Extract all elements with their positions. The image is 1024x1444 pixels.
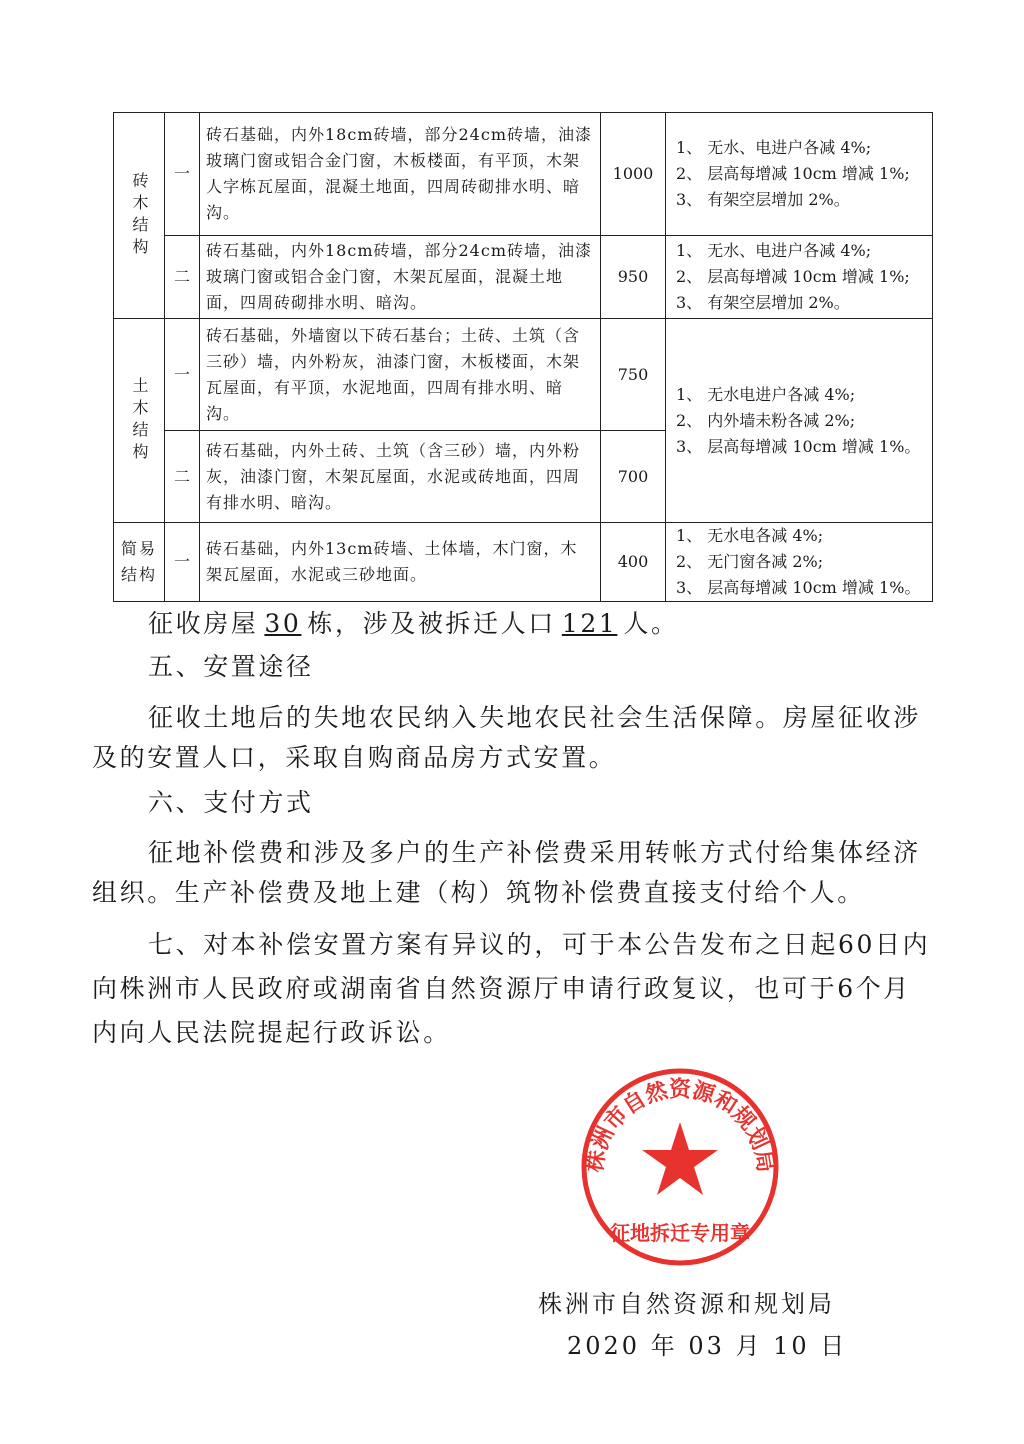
description-cell: 砖石基础，内外13cm砖墙、土体墙，木门窗，木架瓦屋面，水泥或三砂地面。	[200, 523, 601, 602]
note-line: 1、 无水、电进户各减 4%;	[676, 241, 872, 260]
note-line: 2、 无门窗各减 2%;	[676, 552, 824, 571]
description-cell: 砖石基础，内外18cm砖墙，部分24cm砖墙，油漆玻璃门窗或铝合金门窗，木架瓦屋面，混凝土地面，四周砖砌排水明、暗沟。	[200, 236, 601, 319]
table-row	[114, 523, 933, 602]
category-cell: 简易结构	[114, 523, 165, 602]
notes-cell	[666, 236, 933, 319]
seal-bottom-text: 征地拆迁专用章	[610, 1221, 750, 1245]
summary-line	[92, 604, 932, 644]
summary-text: 栋，涉及被拆迁人口	[307, 609, 556, 638]
note-line: 3、 有架空层增加 2%。	[676, 190, 850, 209]
grade-cell: 二	[165, 236, 200, 319]
grade-cell: 二	[165, 431, 200, 523]
note-line: 2、 层高每增减 10cm 增减 1%;	[676, 267, 910, 286]
description-cell: 砖石基础，内外土砖、土筑（含三砂）墙，内外粉灰，油漆门窗，木架瓦屋面，水泥或砖地面，四周有排水明、暗沟。	[200, 431, 601, 523]
people-count: 121	[561, 609, 618, 638]
notes-cell	[666, 319, 933, 523]
note-line: 3、 层高每增减 10cm 增减 1%。	[676, 436, 921, 456]
compensation-table	[113, 112, 933, 602]
section-body: 征收土地后的失地农民纳入失地农民社会生活保障。房屋征收涉及的安置人口，采取自购商品房方式安置。	[92, 703, 921, 772]
note-line: 3、 层高每增减 10cm 增减 1%。	[676, 578, 921, 597]
note-line: 2、 内外墙未粉各减 2%;	[676, 410, 856, 430]
objection-paragraph: 七、对本补偿安置方案有异议的，可于本公告发布之日起60日内向株洲市人民政府或湖南省自然资源厅申请行政复议，也可于6个月内向人民法院提起行政诉讼。	[92, 930, 931, 1047]
price-cell: 400	[601, 523, 666, 602]
notes-cell	[666, 523, 933, 602]
category-cell: 土木结构	[114, 319, 165, 523]
seal-ring-text: 株洲市自然资源和规划局	[582, 1077, 778, 1175]
table-row	[114, 113, 933, 236]
note-line: 1、 无水、电进户各减 4%;	[676, 138, 872, 157]
section-heading: 五、安置途径	[148, 652, 314, 681]
official-seal	[575, 1062, 785, 1272]
table-row	[114, 319, 933, 431]
price-cell: 950	[601, 236, 666, 319]
star-icon	[642, 1122, 718, 1195]
signature-date: 2020 年 03 月 10 日	[567, 1332, 848, 1360]
grade-cell: 一	[165, 319, 200, 431]
price-cell: 1000	[601, 113, 666, 236]
note-line: 1、 无水电进户各减 4%;	[676, 384, 856, 404]
note-line: 2、 层高每增减 10cm 增减 1%;	[676, 164, 910, 183]
grade-cell: 一	[165, 113, 200, 236]
section-body: 征地补偿费和涉及多户的生产补偿费采用转帐方式付给集体经济组织。生产补偿费及地上建（构）筑物补偿费直接支付给个人。	[92, 838, 921, 907]
grade-cell: 一	[165, 523, 200, 602]
price-cell: 750	[601, 319, 666, 431]
section-heading: 六、支付方式	[148, 788, 314, 817]
price-cell: 700	[601, 431, 666, 523]
summary-text: 征收房屋	[148, 609, 259, 638]
table-row	[114, 236, 933, 319]
signature-org: 株洲市自然资源和规划局	[538, 1290, 835, 1318]
summary-text: 人。	[623, 609, 679, 638]
house-count: 30	[264, 609, 302, 638]
note-line: 1、 无水电各减 4%;	[676, 526, 824, 545]
description-cell: 砖石基础，外墙窗以下砖石基台；土砖、土筑（含三砂）墙，内外粉灰，油漆门窗，木板楼面，木架瓦屋面，有平顶，水泥地面，四周有排水明、暗沟。	[200, 319, 601, 431]
description-cell: 砖石基础，内外18cm砖墙，部分24cm砖墙，油漆玻璃门窗或铝合金门窗，木板楼面，有平顶，木架人字栋瓦屋面，混凝土地面，四周砖砌排水明、暗沟。	[200, 113, 601, 236]
category-cell: 砖木结构	[114, 113, 165, 319]
note-line: 3、 有架空层增加 2%。	[676, 293, 850, 312]
notes-cell	[666, 113, 933, 236]
